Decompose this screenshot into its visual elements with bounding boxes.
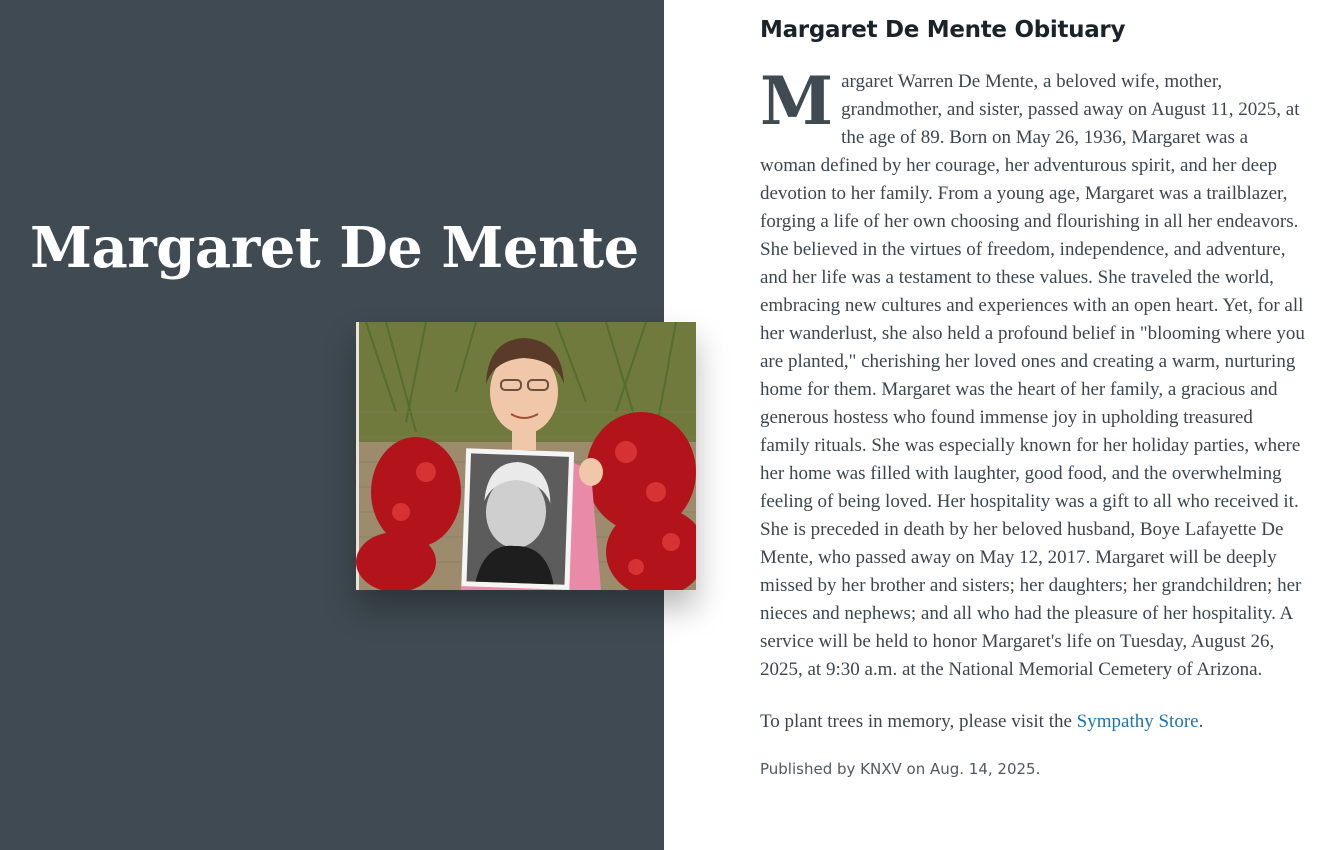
- obituary-text: argaret Warren De Mente, a beloved wife, mother, grandmother, and sister, passed away on August 11, 2025, at the age of 89. Born on May 26, 1936, Margaret was a woman defined by her courage, her adventurous spirit, and her deep devotion to her family. From a young age, Margaret was a trailblazer, forging a life of her own choosing and flourishing in all her endeavors. She believed in the virtues of freedom, independence, and adventure, and her life was a testament to these values. She traveled the world, embracing new cultures and experiences with an open heart. Yet, for all her wanderlust, she also held a profound belief in "blooming where you are planted," cherishing her loved ones and creating a warm, nurturing home for them. Margaret was the heart of her family, a gracious and generous hostess who found immense joy in upholding treasured family rituals. She was especially known for her holiday parties, where her home was filled with laughter, good food, and the overwhelming feeling of being loved. Her hospitality was a gift to all who received it. She is preceded in death by her beloved husband, Boye Lafayette De Mente, who passed away on May 12, 2017. Margaret will be deeply missed by her brother and sisters; her daughters; her grandchildren; her nieces and nephews; and all who had the pleasure of her hospitality. A service will be held to honor Margaret's life on Tuesday, August 26, 2025, at 9:30 a.m. at the National Memorial Cemetery of Arizona.: [760, 71, 1305, 680]
- plant-trees-suffix: .: [1198, 711, 1204, 732]
- portrait-image: [356, 322, 696, 590]
- published-by: Published by KNXV on Aug. 14, 2025.: [760, 760, 1041, 778]
- obituary-title: Margaret De Mente Obituary: [760, 17, 1126, 43]
- drop-cap: M: [760, 62, 834, 140]
- obituary-body: [760, 62, 1305, 684]
- obituary-column: [760, 14, 1305, 780]
- sympathy-store-link[interactable]: Sympathy Store: [1076, 711, 1199, 732]
- hero-name: Margaret De Mente: [30, 215, 639, 281]
- plant-trees-line: [760, 708, 1305, 736]
- portrait-photo: [356, 322, 696, 590]
- plant-trees-prefix: To plant trees in memory, please visit the: [760, 711, 1077, 732]
